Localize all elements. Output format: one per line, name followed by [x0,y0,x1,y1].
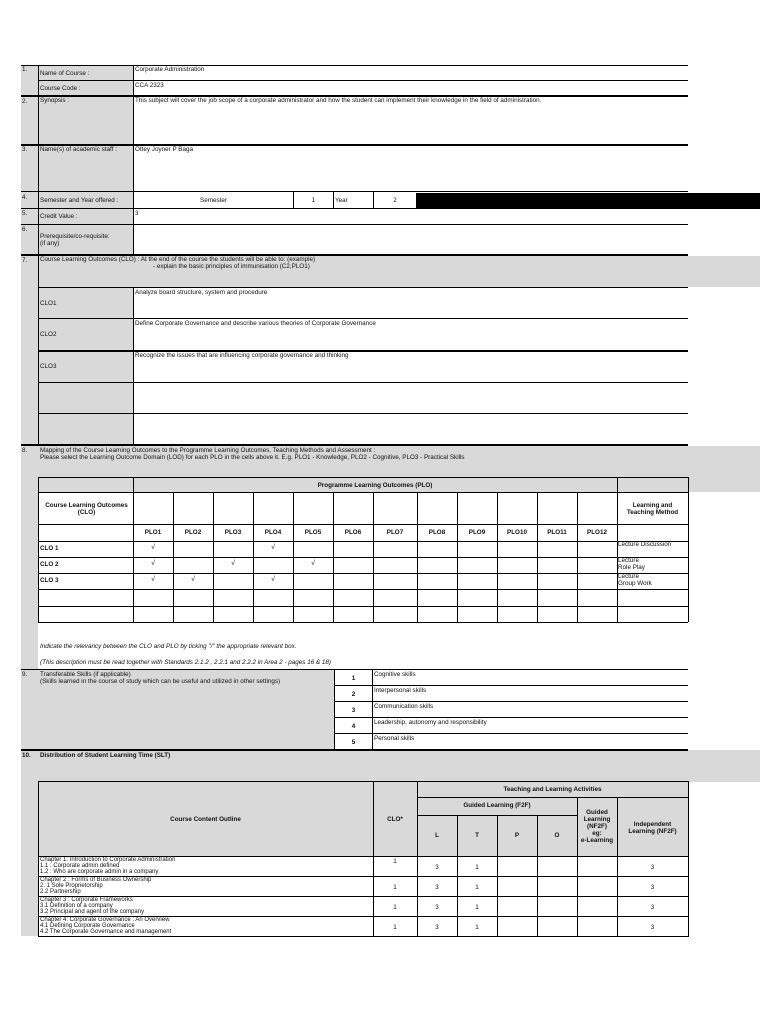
course-code-label: Course Code : [40,85,81,92]
slt-independent-value: 3 [650,904,655,911]
skill-text: Personal skills [374,735,415,742]
mapping-intro-2: Please select the Learning Outcome Domain (LOD) for each PLO in the cells above it. E.g. PLO1 - Knowledge, PLO2 - Cognitive, PLO3 - Practical Skills [40,454,465,461]
slt-t-value: 1 [475,904,479,911]
rule [457,492,458,622]
slt-outline-line: 4.2 The Corporate Governance and management [40,929,172,935]
teaching-method-line2: Role Play [618,564,645,571]
tla-header: Teaching and Learning Activities [503,786,602,793]
nf2f-header-4: eg: [592,830,602,837]
tick-mark: √ [271,544,275,551]
rule [334,701,688,702]
prereq-label-1: Prerequisite/co-requisite: [40,233,110,240]
clo1-label: CLO1 [40,300,57,307]
rule [688,781,689,937]
tick-mark: √ [271,576,275,583]
rule [38,492,688,493]
rule [417,492,418,622]
guided-header: Guided Learning (F2F) [463,802,531,809]
t-header: T [475,832,479,839]
rule [38,318,688,319]
rule [38,287,688,288]
plo-label-9: PLO9 [468,529,486,536]
slt-outline-line: 2. 1 Sole Proprietorship [40,883,103,889]
section-number-5: 5. [22,210,28,217]
rule [38,382,688,383]
year-value: 2 [393,197,397,204]
year-word: Year [335,197,348,204]
prereq-label-2: (if any) [40,240,60,247]
slt-t-value: 1 [475,864,479,871]
course-name-label: Name of Course : [40,70,90,77]
l-header: L [435,832,439,839]
rule [21,444,688,446]
rule [537,492,538,622]
plo-label-2: PLO2 [184,529,202,536]
rule [133,287,134,445]
clo-row-label-3: CLO 3 [40,577,59,584]
section-number-9: 9. [22,671,28,678]
rule [497,492,498,622]
plo-label-6: PLO6 [344,529,362,536]
slt-outline-line: Chapter 4: Corporate Governance : An Overview [40,917,170,923]
skill-text: Cognitive skills [374,671,416,678]
slt-outline-line: 3.2 Principal and agent of the company [40,909,145,915]
rule [577,492,578,622]
slt-independent-value: 3 [650,864,655,871]
rule [38,65,39,445]
rule [417,781,418,937]
slt-outline-line: 1.2 : Who are corporate admin in a company [40,869,159,875]
slt-clo-value: 1 [393,904,397,911]
teaching-method-line1: Lecture [618,573,640,580]
rule [38,541,688,542]
clo-intro-2: - explain the basic principles of immunisation (C2,PLO1) [153,263,310,270]
method-header-line2: Teaching Method [626,509,679,516]
rule [38,896,688,897]
rule [21,144,688,146]
plo-label-11: PLO11 [547,529,567,536]
nf2f-header-1: Guided [586,809,608,816]
rule [38,557,688,558]
slt-outline-line: 2.2 Partnership [40,889,81,895]
course-code-value: CCA 2323 [135,82,164,89]
rule [21,65,688,66]
slt-outline-line: Chapter 1: Introduction to Corporate Administration [40,857,176,863]
section-number-10: 10. [22,752,31,759]
section-number-3: 3. [22,146,28,153]
plo-header: Programme Learning Outcomes (PLO) [317,482,433,489]
rule [372,670,373,750]
plo-label-1: PLO1 [144,529,162,536]
skill-number: 2 [351,691,356,698]
clo-header-line2: (CLO) [77,509,96,516]
synopsis-label: Synopsis : [40,97,70,104]
skill-text: Leadership, autonomy and responsibility [374,719,487,726]
slt-title: Distribution of Student Learning Time (SLT) [40,752,171,759]
rule [334,749,688,750]
slt-independent-value: 3 [650,924,655,931]
course-name-value: Corporate Administration [135,66,205,73]
clo-col-header: CLO* [387,816,403,823]
rule [334,717,688,718]
independent-header-1: Independent [633,821,672,828]
skill-number: 3 [351,707,356,714]
slt-clo-value: 1 [393,884,397,891]
clo-header-line1: Course Learning Outcomes [45,502,128,509]
slt-outline-line: Chapter 2 : Forms of Business Ownership [40,877,152,883]
nf2f-header-5: e-Learning [580,837,614,844]
tick-mark: √ [311,560,315,567]
p-header: P [514,832,520,839]
rule [38,80,688,81]
rule [38,781,688,782]
mapping-note-2: (This description must be read together with Standards 2.1.2 , 2.2.1 and 2.2.2 in Area 2 - pages 16 & 18) [40,659,331,666]
plo-label-3: PLO3 [224,529,242,536]
rule [688,477,689,622]
rule [334,733,688,734]
outline-header: Course Content Outline [170,816,241,823]
rule [373,492,374,622]
method-header-line1: Learning and [632,502,673,509]
semester-year-label: Semester and Year offered : [40,197,119,204]
rule [333,191,334,208]
teaching-method-line1: Lecture [618,557,640,564]
clo3-label: CLO3 [40,363,57,370]
slt-l-value: 3 [435,864,439,871]
rule [173,492,174,622]
rule [417,797,688,798]
tick-mark: √ [151,560,155,567]
rule [21,224,688,225]
teaching-method-line2: Group Work [618,580,652,587]
staff-value: Ottey Joyner P Baga [135,146,193,153]
mapping-note-1: Indicate the relevancy between the CLO and PLO by ticking "/" the appropriate relevant box. [40,643,297,650]
nf2f-header-2: Learning [583,816,611,823]
section-number-1: 1. [22,66,28,73]
rule [38,573,688,574]
tick-mark: √ [151,576,155,583]
tick-mark: √ [231,560,235,567]
slt-clo-value: 1 [393,858,397,865]
staff-label: Name(s) of academic staff : [40,146,117,153]
plo-label-7: PLO7 [386,529,404,536]
clo-row-label-2: CLO 2 [40,561,59,568]
clo-row-label-1: CLO 1 [40,545,59,552]
rule [38,781,39,937]
slt-outline-line: 3.1 Definition of a company [40,903,113,909]
credit-label: Credit Value : [40,213,78,220]
rule [333,492,334,622]
section-number-4: 4. [22,194,28,201]
plo-label-8: PLO8 [428,529,446,536]
mapping-intro-1: Mapping of the Course Learning Outcomes to the Programme Learning Outcomes, Teaching Methods and Assessment : [40,447,376,454]
skill-number: 4 [351,723,356,730]
rule [38,477,688,478]
plo-label-4: PLO4 [264,529,282,536]
semester-word: Semester [200,197,227,204]
skill-number: 1 [351,675,356,682]
plo-label-5: PLO5 [304,529,322,536]
rule [21,191,688,192]
rule [293,492,294,622]
tick-mark: √ [191,576,195,583]
rule [38,477,39,622]
teaching-method-line1: Lecture Discussion [618,541,672,548]
rule [617,477,618,622]
slt-outline-line: 1.1 : Corporate admin defined [40,863,120,869]
slt-clo-value: 1 [393,924,397,931]
clo-intro-1: Course Learning Outcomes (CLO) : At the end of the course the students will be able to: (example) [40,256,316,263]
rule [38,413,688,414]
slt-outline-line: 4.1 Defining Corporate Governance [40,923,135,929]
rule [38,936,688,937]
plo-label-10: PLO10 [507,529,527,536]
clo3-text: Recognize the issues that are influencing corporate governance and thinking [135,352,349,359]
clo2-text: Define Corporate Governance and describe various theories of Corporate Governance [135,320,376,327]
rule [38,606,688,607]
section-number-8: 8. [22,447,28,454]
slt-tla-header-bg [373,782,688,856]
skills-title-1: Transferable Skills (if applicable) [40,671,131,678]
slt-l-value: 3 [435,884,439,891]
skills-title-2: (Skills learned in the course of study which can be useful and utilized in other settings) [40,678,281,685]
slt-outline-line: Chapter 3 : Corporate Frameworks [40,897,133,903]
tick-mark: √ [151,544,155,551]
credit-value: 3 [135,210,139,217]
skill-text: Communication skills [374,703,434,710]
slt-independent-value: 3 [650,884,655,891]
skill-text: Interpersonal skills [374,687,427,694]
o-header: O [554,832,560,839]
rule [334,685,688,686]
nf2f-header-3: (NF2F) [587,823,607,830]
rule [21,208,688,209]
section-number-6: 6. [22,226,28,233]
slt-l-value: 3 [435,904,439,911]
section-number-2: 2. [22,98,28,105]
rule [38,622,688,623]
plo-label-12: PLO12 [587,529,607,536]
clo1-text: Analyze board structure, system and procedure [135,289,268,296]
slt-t-value: 1 [475,884,479,891]
rule [253,492,254,622]
slt-t-value: 1 [475,924,479,931]
slt-l-value: 3 [435,924,439,931]
black-bar [416,193,760,209]
independent-header-2: Learning (NF2F) [628,828,677,835]
rule [133,65,134,255]
rule [213,492,214,622]
synopsis-value: This subject will cover the job scope of a corporate administrator and how the student can implement their knowledge in the field of administration. [135,97,542,104]
rule [38,524,688,525]
clo2-label: CLO2 [40,331,57,338]
rule [38,589,688,590]
semester-value: 1 [311,197,316,204]
section-number-7: 7. [22,257,28,264]
skill-number: 5 [351,739,356,746]
